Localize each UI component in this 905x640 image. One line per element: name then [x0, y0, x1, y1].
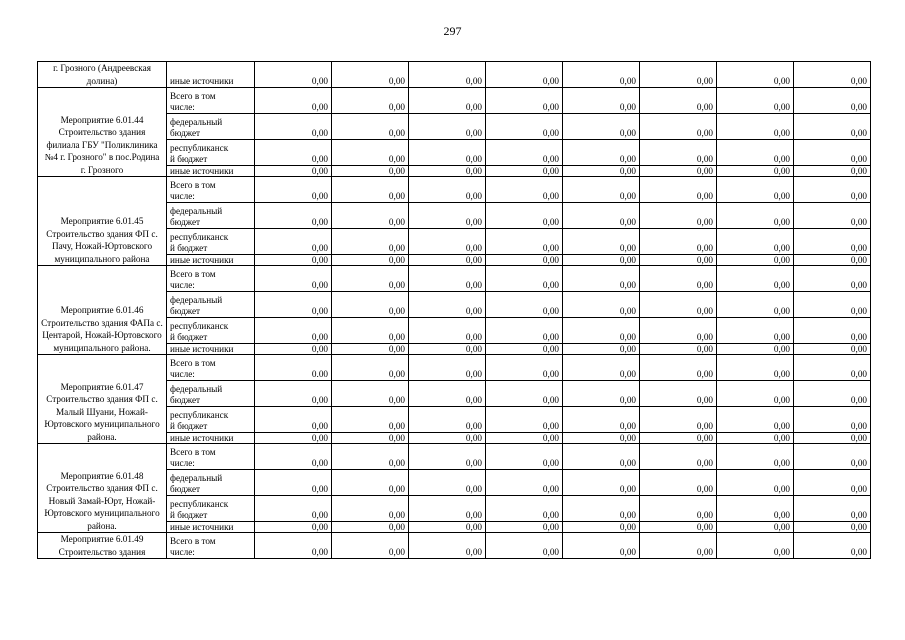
value-cell: 0,00	[486, 88, 563, 114]
value-cell: 0,00	[717, 496, 794, 522]
funding-source-cell: иные источники	[167, 522, 255, 533]
funding-source-cell: республиканск й бюджет	[167, 496, 255, 522]
value-cell: 0,00	[332, 381, 409, 407]
table-row	[38, 177, 871, 203]
value-cell: 0,00	[255, 496, 332, 522]
value-cell: 0,00	[332, 533, 409, 559]
funding-source-cell: федеральный бюджет	[167, 114, 255, 140]
value-cell: 0,00	[794, 88, 871, 114]
value-cell: 0,00	[255, 318, 332, 344]
value-cell: 0,00	[563, 203, 640, 229]
value-cell: 0,00	[486, 433, 563, 444]
funding-source-cell: иные источники	[167, 433, 255, 444]
value-cell: 0,00	[640, 470, 717, 496]
value-cell: 0,00	[486, 522, 563, 533]
value-cell: 0,00	[794, 166, 871, 177]
value-cell: 0,00	[409, 229, 486, 255]
value-cell: 0,00	[409, 381, 486, 407]
value-cell: 0,00	[563, 318, 640, 344]
value-cell: 0,00	[717, 203, 794, 229]
value-cell: 0,00	[794, 62, 871, 88]
value-cell: 0,00	[255, 88, 332, 114]
value-cell: 0,00	[409, 344, 486, 355]
value-cell: 0,00	[794, 355, 871, 381]
value-cell: 0,00	[563, 355, 640, 381]
value-cell: 0,00	[717, 533, 794, 559]
value-cell: 0,00	[794, 114, 871, 140]
value-cell: 0,00	[640, 496, 717, 522]
value-cell: 0,00	[409, 433, 486, 444]
value-cell: 0,00	[409, 292, 486, 318]
value-cell: 0,00	[640, 355, 717, 381]
value-cell: 0,00	[794, 177, 871, 203]
value-cell: 0,00	[332, 522, 409, 533]
measure-cell: Мероприятие 6.01.44 Строительство здания филиала ГБУ "Поликлиника №4 г. Грозного" в пос.Родина г. Грозного	[38, 88, 167, 177]
value-cell: 0,00	[794, 203, 871, 229]
value-cell: 0,00	[409, 496, 486, 522]
funding-source-cell: федеральный бюджет	[167, 381, 255, 407]
value-cell: 0,00	[717, 177, 794, 203]
value-cell: 0,00	[486, 344, 563, 355]
value-cell: 0,00	[640, 203, 717, 229]
table-row	[38, 533, 871, 559]
value-cell: 0,00	[486, 266, 563, 292]
value-cell: 0,00	[332, 496, 409, 522]
value-cell: 0,00	[486, 318, 563, 344]
value-cell: 0,00	[332, 88, 409, 114]
measure-cell: г. Грозного (Андреевская долина)	[38, 62, 167, 88]
value-cell: 0,00	[332, 318, 409, 344]
funding-source-cell: Всего в том числе:	[167, 88, 255, 114]
value-cell: 0,00	[563, 166, 640, 177]
value-cell: 0,00	[640, 88, 717, 114]
value-cell: 0,00	[717, 140, 794, 166]
value-cell: 0,00	[717, 166, 794, 177]
value-cell: 0,00	[640, 381, 717, 407]
value-cell: 0,00	[563, 344, 640, 355]
value-cell: 0,00	[794, 496, 871, 522]
value-cell: 0,00	[717, 522, 794, 533]
value-cell: 0,00	[255, 166, 332, 177]
value-cell: 0,00	[563, 292, 640, 318]
value-cell: 0,00	[563, 381, 640, 407]
value-cell: 0,00	[486, 444, 563, 470]
value-cell: 0,00	[332, 444, 409, 470]
value-cell: 0,00	[409, 355, 486, 381]
value-cell: 0,00	[255, 229, 332, 255]
value-cell: 0,00	[717, 355, 794, 381]
value-cell: 0,00	[332, 140, 409, 166]
value-cell: 0,00	[563, 522, 640, 533]
value-cell: 0,00	[409, 444, 486, 470]
value-cell: 0,00	[563, 140, 640, 166]
value-cell: 0,00	[332, 255, 409, 266]
value-cell: 0,00	[794, 381, 871, 407]
value-cell: 0,00	[486, 407, 563, 433]
value-cell: 0,00	[409, 407, 486, 433]
value-cell: 0,00	[794, 229, 871, 255]
value-cell: 0,00	[794, 255, 871, 266]
value-cell: 0,00	[332, 166, 409, 177]
funding-source-cell: республиканск й бюджет	[167, 318, 255, 344]
table-body	[38, 62, 871, 559]
value-cell: 0,00	[794, 266, 871, 292]
value-cell: 0,00	[717, 229, 794, 255]
table-row	[38, 266, 871, 292]
value-cell: 0,00	[563, 533, 640, 559]
measure-cell: Мероприятие 6.01.47 Строительство здания ФП с. Малый Шуани, Ножай-Юртовского муниципального района.	[38, 355, 167, 444]
table-row	[38, 88, 871, 114]
value-cell: 0,00	[486, 292, 563, 318]
value-cell: 0,00	[794, 522, 871, 533]
value-cell: 0,00	[255, 266, 332, 292]
value-cell: 0,00	[486, 62, 563, 88]
value-cell: 0,00	[640, 140, 717, 166]
value-cell: 0,00	[255, 140, 332, 166]
value-cell: 0.00	[255, 355, 332, 381]
value-cell: 0,00	[409, 470, 486, 496]
value-cell: 0,00	[563, 407, 640, 433]
value-cell: 0,00	[640, 292, 717, 318]
value-cell: 0,00	[794, 433, 871, 444]
value-cell: 0,00	[486, 114, 563, 140]
value-cell: 0,00	[640, 533, 717, 559]
value-cell: 0,00	[563, 255, 640, 266]
value-cell: 0,00	[486, 140, 563, 166]
funding-source-cell: республиканск й бюджет	[167, 229, 255, 255]
value-cell: 0,00	[409, 62, 486, 88]
measure-cell: Мероприятие 6.01.48 Строительство здания ФП с. Новый Замай-Юрт, Ножай-Юртовского муниципального района.	[38, 444, 167, 533]
value-cell: 0,00	[255, 533, 332, 559]
value-cell: 0,00	[640, 266, 717, 292]
value-cell: 0,00	[717, 255, 794, 266]
value-cell: 0,00	[717, 433, 794, 444]
value-cell: 0,00	[255, 407, 332, 433]
value-cell: 0,00	[486, 381, 563, 407]
value-cell: 0,00	[332, 292, 409, 318]
value-cell: 0,00	[794, 318, 871, 344]
value-cell: 0,00	[794, 292, 871, 318]
value-cell: 0,00	[332, 229, 409, 255]
value-cell: 0,00	[332, 344, 409, 355]
budget-table	[37, 61, 871, 559]
value-cell: 0,00	[563, 177, 640, 203]
value-cell: 0,00	[409, 177, 486, 203]
value-cell: 0,00	[717, 381, 794, 407]
value-cell: 0,00	[486, 355, 563, 381]
value-cell: 0,00	[640, 177, 717, 203]
value-cell: 0,00	[717, 266, 794, 292]
value-cell: 0,00	[332, 114, 409, 140]
value-cell: 0,00	[332, 266, 409, 292]
funding-source-cell: республиканск й бюджет	[167, 140, 255, 166]
value-cell: 0,00	[563, 229, 640, 255]
value-cell: 0,00	[332, 203, 409, 229]
value-cell: 0,00	[255, 522, 332, 533]
value-cell: 0,00	[255, 433, 332, 444]
value-cell: 0,00	[640, 433, 717, 444]
value-cell: 0,00	[563, 433, 640, 444]
value-cell: 0,00	[640, 229, 717, 255]
value-cell: 0,00	[486, 166, 563, 177]
value-cell: 0,00	[486, 470, 563, 496]
value-cell: 0,00	[486, 177, 563, 203]
value-cell: 0,00	[563, 62, 640, 88]
value-cell: 0,00	[409, 88, 486, 114]
value-cell: 0,00	[563, 444, 640, 470]
table-row	[38, 62, 871, 88]
page-number: 297	[443, 24, 462, 38]
value-cell: 0,00	[255, 62, 332, 88]
value-cell: 0,00	[794, 470, 871, 496]
value-cell: 0,00	[332, 470, 409, 496]
funding-source-cell: иные источники	[167, 255, 255, 266]
value-cell: 0,00	[255, 177, 332, 203]
value-cell: 0,00	[717, 318, 794, 344]
value-cell: 0,00	[255, 292, 332, 318]
value-cell: 0,00	[409, 166, 486, 177]
value-cell: 0,00	[332, 355, 409, 381]
value-cell: 0,00	[563, 470, 640, 496]
value-cell: 0,00	[332, 177, 409, 203]
value-cell: 0,00	[255, 444, 332, 470]
value-cell: 0,00	[794, 407, 871, 433]
funding-source-cell: иные источники	[167, 62, 255, 88]
value-cell: 0,00	[640, 444, 717, 470]
value-cell: 0,00	[409, 255, 486, 266]
value-cell: 0,00	[640, 62, 717, 88]
value-cell: 0,00	[255, 203, 332, 229]
value-cell: 0,00	[409, 203, 486, 229]
value-cell: 0,00	[563, 496, 640, 522]
funding-source-cell: Всего в том числе:	[167, 533, 255, 559]
value-cell: 0,00	[409, 318, 486, 344]
value-cell: 0,00	[563, 114, 640, 140]
value-cell: 0,00	[255, 255, 332, 266]
value-cell: 0,00	[640, 344, 717, 355]
funding-source-cell: Всего в том числе:	[167, 444, 255, 470]
measure-cell: Мероприятие 6.01.46 Строительство здания ФАПа с. Центарой, Ножай-Юртовского муниципального района.	[38, 266, 167, 355]
value-cell: 0,00	[255, 114, 332, 140]
funding-source-cell: иные источники	[167, 166, 255, 177]
value-cell: 0,00	[409, 522, 486, 533]
value-cell: 0,00	[563, 266, 640, 292]
value-cell: 0,00	[409, 533, 486, 559]
funding-source-cell: республиканск й бюджет	[167, 407, 255, 433]
value-cell: 0,00	[717, 114, 794, 140]
value-cell: 0,00	[486, 255, 563, 266]
value-cell: 0,00	[794, 533, 871, 559]
value-cell: 0,00	[255, 381, 332, 407]
value-cell: 0,00	[717, 88, 794, 114]
value-cell: 0,00	[640, 255, 717, 266]
funding-source-cell: Всего в том числе:	[167, 266, 255, 292]
value-cell: 0,00	[486, 533, 563, 559]
measure-cell: Мероприятие 6.01.45 Строительство здания ФП с. Пачу, Ножай-Юртовского муниципального района	[38, 177, 167, 266]
table-row	[38, 444, 871, 470]
funding-source-cell: федеральный бюджет	[167, 292, 255, 318]
value-cell: 0,00	[717, 62, 794, 88]
funding-source-cell: федеральный бюджет	[167, 203, 255, 229]
value-cell: 0,00	[409, 114, 486, 140]
value-cell: 0,00	[563, 88, 640, 114]
value-cell: 0,00	[332, 407, 409, 433]
value-cell: 0,00	[640, 522, 717, 533]
value-cell: 0,00	[794, 444, 871, 470]
value-cell: 0,00	[486, 203, 563, 229]
value-cell: 0,00	[332, 62, 409, 88]
funding-source-cell: Всего в том числе:	[167, 177, 255, 203]
value-cell: 0,00	[486, 229, 563, 255]
table-row	[38, 355, 871, 381]
value-cell: 0,00	[332, 433, 409, 444]
value-cell: 0,00	[717, 407, 794, 433]
value-cell: 0,00	[640, 114, 717, 140]
value-cell: 0,00	[640, 318, 717, 344]
value-cell: 0,00	[486, 496, 563, 522]
measure-cell: Мероприятие 6.01.49 Строительство здания	[38, 533, 167, 559]
funding-source-cell: иные источники	[167, 344, 255, 355]
funding-source-cell: Всего в том числе:	[167, 355, 255, 381]
value-cell: 0,00	[255, 344, 332, 355]
value-cell: 0,00	[640, 407, 717, 433]
funding-source-cell: федеральный бюджет	[167, 470, 255, 496]
value-cell: 0,00	[794, 344, 871, 355]
value-cell: 0,00	[717, 444, 794, 470]
value-cell: 0,00	[409, 140, 486, 166]
value-cell: 0,00	[640, 166, 717, 177]
value-cell: 0,00	[717, 470, 794, 496]
value-cell: 0,00	[717, 292, 794, 318]
value-cell: 0,00	[717, 344, 794, 355]
value-cell: 0,00	[255, 470, 332, 496]
value-cell: 0,00	[794, 140, 871, 166]
value-cell: 0,00	[409, 266, 486, 292]
